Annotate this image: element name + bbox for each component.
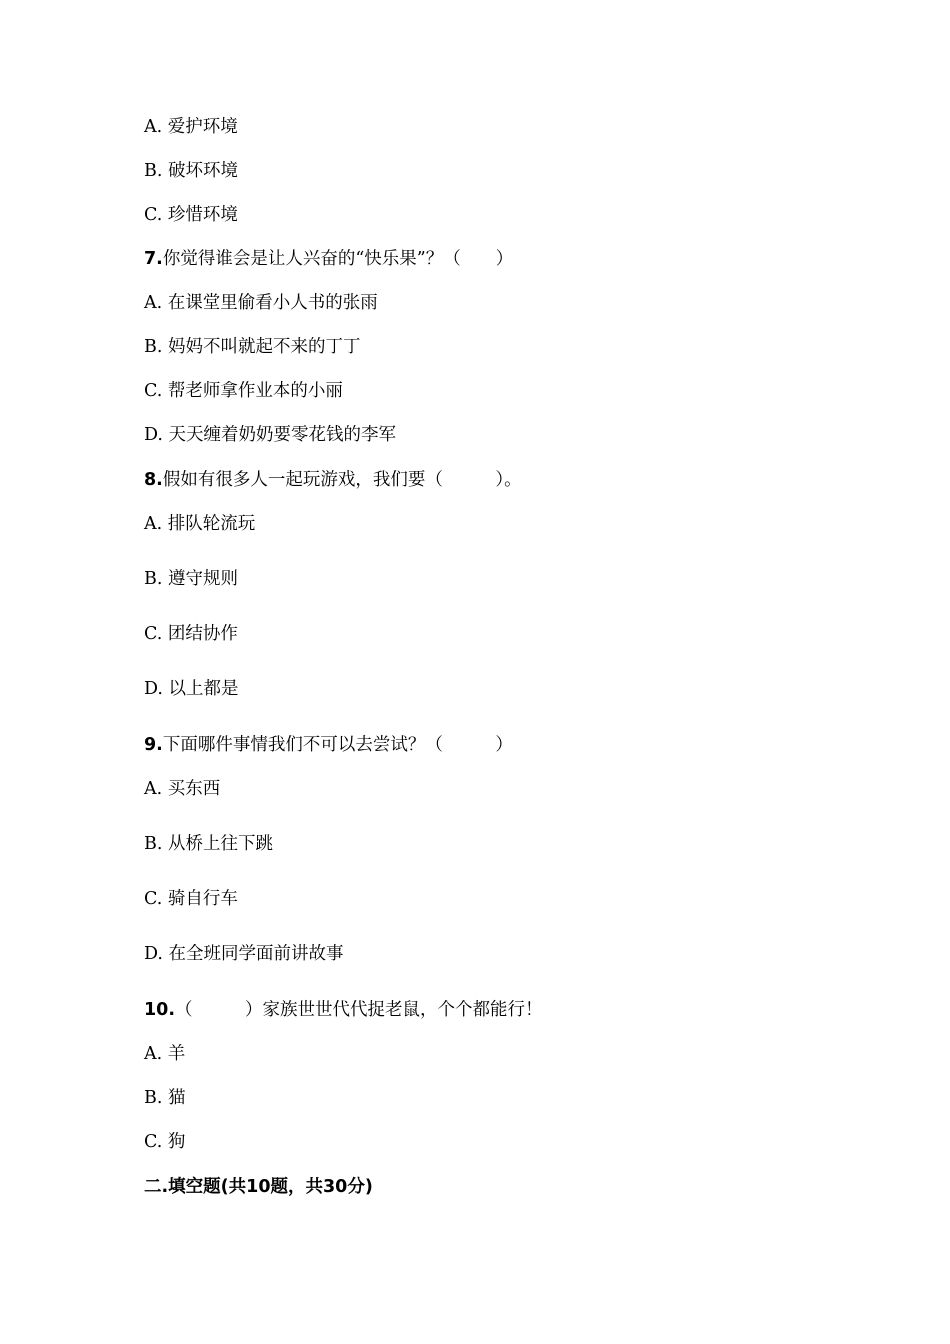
- q9-option-a: A. 买东西: [144, 779, 221, 799]
- question-7-number: 7.: [144, 249, 163, 269]
- q7-option-a: A. 在课堂里偷看小人书的张雨: [144, 293, 378, 313]
- q6-option-b: B. 破坏环境: [144, 161, 238, 181]
- question-9-text: 下面哪件事情我们不可以去尝试？（ ）: [162, 735, 513, 755]
- question-7-text: 你觉得谁会是让人兴奋的“快乐果”？（ ）: [162, 249, 514, 269]
- q7-option-b: B. 妈妈不叫就起不来的丁丁: [144, 337, 361, 357]
- q10-option-c: C. 狗: [144, 1132, 186, 1152]
- q9-option-c: C. 骑自行车: [144, 889, 238, 909]
- q9-option-d: D. 在全班同学面前讲故事: [144, 944, 344, 964]
- q6-option-a: A. 爱护环境: [144, 117, 238, 137]
- question-8-text: 假如有很多人一起玩游戏，我们要（ ）。: [162, 470, 522, 490]
- question-10-number: 10.: [144, 1000, 176, 1020]
- question-9: [144, 734, 513, 756]
- q9-option-b: B. 从桥上往下跳: [144, 834, 273, 854]
- q7-option-c: C. 帮老师拿作业本的小丽: [144, 381, 343, 401]
- q8-option-d: D. 以上都是: [144, 679, 239, 699]
- q8-option-a: A. 排队轮流玩: [144, 514, 256, 534]
- question-9-number: 9.: [144, 735, 163, 755]
- section-2-heading: 二.填空题(共10题，共30分): [144, 1177, 373, 1197]
- question-8: [144, 469, 522, 491]
- q10-option-a: A. 羊: [144, 1044, 186, 1064]
- question-8-number: 8.: [144, 470, 163, 490]
- question-10: [144, 999, 543, 1021]
- question-7: [144, 248, 513, 270]
- question-10-text: （ ）家族世世代代捉老鼠，个个都能行！: [175, 1000, 543, 1020]
- q8-option-b: B. 遵守规则: [144, 569, 238, 589]
- q6-option-c: C. 珍惜环境: [144, 205, 238, 225]
- q10-option-b: B. 猫: [144, 1088, 186, 1108]
- q7-option-d: D. 天天缠着奶奶要零花钱的李军: [144, 425, 397, 445]
- q8-option-c: C. 团结协作: [144, 624, 238, 644]
